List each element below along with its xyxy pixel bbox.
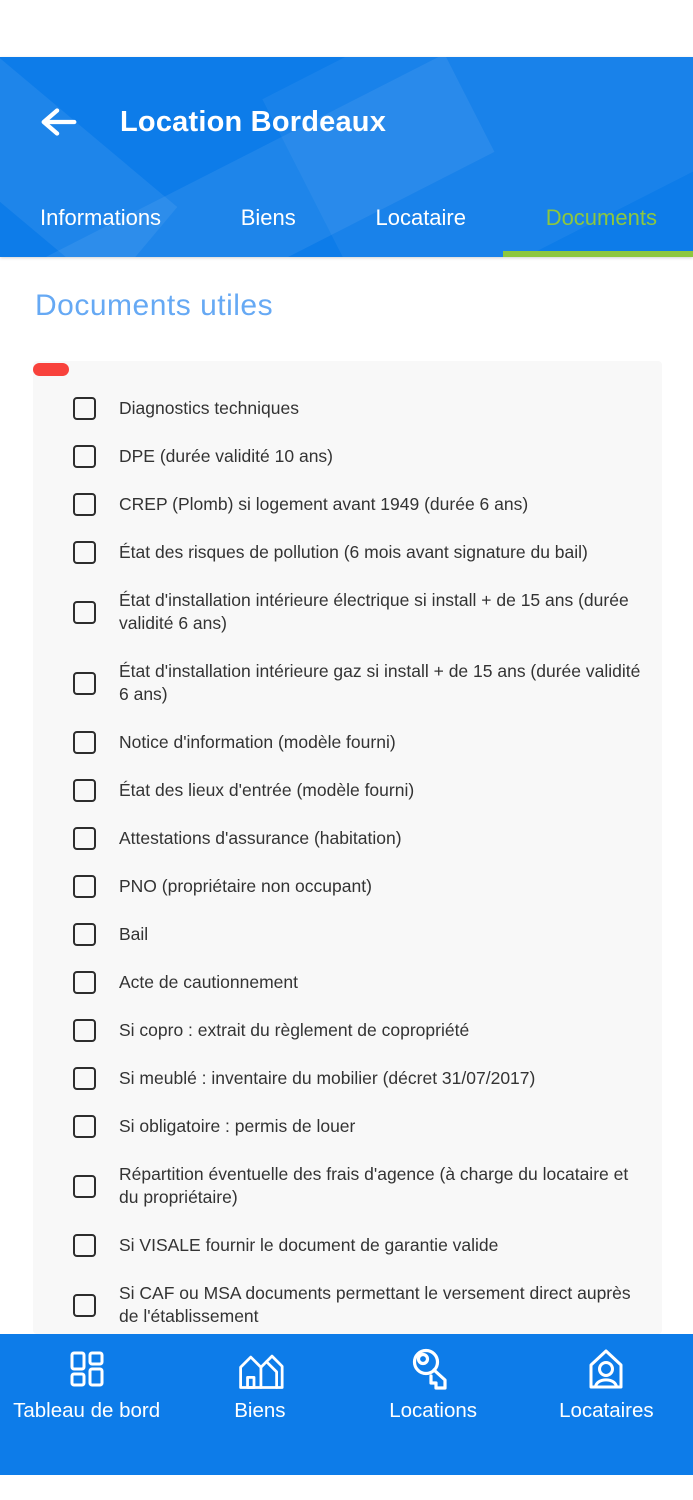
key-icon [409,1346,457,1394]
nav-item-locataires[interactable] [520,1334,693,1475]
dashboard-grid-icon [63,1346,111,1394]
tab-locataire[interactable]: Locataire [375,205,466,230]
checklist-item-label: DPE (durée validité 10 ans) [119,446,333,466]
checklist-item-label: État d'installation intérieure électrique si install + de 15 ans (durée validité 6 ans) [119,590,629,633]
checklist-item-label: CREP (Plomb) si logement avant 1949 (durée 6 ans) [119,494,529,514]
checklist-item-label: Si obligatoire : permis de louer [119,1116,356,1136]
nav-label: Locations [389,1399,477,1422]
checklist-item-label: Si copro : extrait du règlement de copropriété [119,1020,470,1040]
tab-biens[interactable]: Biens [240,205,296,230]
checkbox[interactable] [73,731,96,754]
header [0,57,693,257]
nav-item-tableau-de-bord[interactable] [0,1334,173,1475]
page-title: Location Bordeaux [120,105,387,138]
checklist-item[interactable] [73,445,644,468]
checklist-item[interactable] [73,1282,644,1328]
checklist-item[interactable] [73,1163,644,1209]
active-tab-underline [503,251,693,257]
checklist-item[interactable] [73,1019,644,1042]
nav-label: Tableau de bord [13,1399,161,1422]
tab-bar [0,197,693,257]
checklist-item[interactable] [73,493,644,516]
checklist-item-label: Si VISALE fournir le document de garantie valide [119,1235,499,1255]
checklist-item-label: État des risques de pollution (6 mois avant signature du bail) [119,542,588,562]
checklist-item[interactable] [73,1115,644,1138]
nav-item-locations[interactable] [347,1334,520,1475]
checklist-item-label: Si CAF ou MSA documents permettant le versement direct auprès de l'établissement [119,1283,631,1326]
checklist-item[interactable] [73,397,644,420]
checkbox[interactable] [73,875,96,898]
checklist-item-label: Notice d'information (modèle fourni) [119,732,396,752]
checklist-item[interactable] [73,1067,644,1090]
checkbox[interactable] [73,397,96,420]
checkbox[interactable] [73,601,96,624]
checklist-item-label: Bail [119,924,149,944]
nav-label: Biens [234,1399,286,1422]
checkbox[interactable] [73,1067,96,1090]
checklist-item-label: État d'installation intérieure gaz si install + de 15 ans (durée validité 6 ans) [119,661,641,704]
checklist-item[interactable] [73,779,644,802]
checkbox[interactable] [73,672,96,695]
checklist-item-label: PNO (propriétaire non occupant) [119,876,372,896]
tab-informations[interactable]: Informations [40,205,162,230]
checkbox[interactable] [73,1019,96,1042]
checkbox[interactable] [73,827,96,850]
checkbox[interactable] [73,1294,96,1317]
checklist-item-label: Attestations d'assurance (habitation) [119,828,402,848]
checklist-item-label: Répartition éventuelle des frais d'agence (à charge du locataire et du propriétaire) [119,1164,629,1207]
bottom-nav-bar [0,1334,693,1475]
tab-documents[interactable]: Documents [545,205,657,230]
checklist-item[interactable] [73,589,644,635]
nav-label: Locataires [559,1399,654,1422]
checkbox[interactable] [73,1175,96,1198]
checkbox[interactable] [73,1115,96,1138]
checklist-item-label: État des lieux d'entrée (modèle fourni) [119,780,415,800]
checklist-item[interactable] [73,1234,644,1257]
checklist-item[interactable] [73,971,644,994]
houses-icon [236,1346,284,1394]
checkbox[interactable] [73,971,96,994]
checklist-item[interactable] [73,923,644,946]
checkbox[interactable] [73,445,96,468]
checklist-item[interactable] [73,827,644,850]
checklist-item[interactable] [73,660,644,706]
checklist-item-label: Si meublé : inventaire du mobilier (décret 31/07/2017) [119,1068,536,1088]
arrow-left-icon [38,106,80,138]
checkbox[interactable] [73,923,96,946]
checkbox[interactable] [73,541,96,564]
checklist-item-label: Diagnostics techniques [119,398,299,418]
checklist-item[interactable] [73,541,644,564]
checklist-item[interactable] [73,875,644,898]
nav-item-biens[interactable] [173,1334,346,1475]
progress-badge [33,363,69,376]
document-checklist [33,361,662,1328]
checkbox[interactable] [73,493,96,516]
documents-card [33,361,662,1334]
checkbox[interactable] [73,779,96,802]
checklist-item-label: Acte de cautionnement [119,972,299,992]
section-title: Documents utiles [35,289,274,322]
tenant-house-icon [582,1346,630,1394]
back-button[interactable] [38,106,80,138]
checklist-item[interactable] [73,731,644,754]
checkbox[interactable] [73,1234,96,1257]
